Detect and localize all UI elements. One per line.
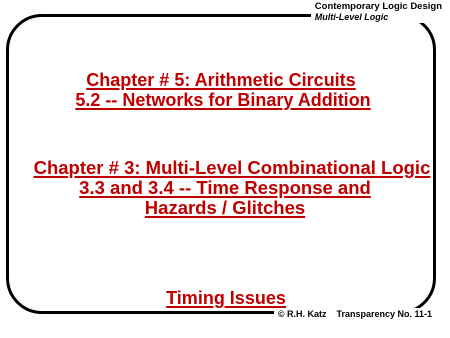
section-3-3-title-cont: Hazards / Glitches bbox=[144, 197, 306, 218]
course-title: Contemporary Logic Design bbox=[314, 1, 442, 12]
chapter-5-heading bbox=[0, 70, 450, 110]
chapter-3-title: Chapter # 3: Multi-Level Combinational Logic bbox=[33, 157, 431, 178]
slide-footer bbox=[274, 308, 436, 320]
section-3-3-title: 3.3 and 3.4 -- Time Response and bbox=[79, 177, 371, 198]
section-5-2-title: 5.2 -- Networks for Binary Addition bbox=[75, 90, 371, 110]
copyright-text: © R.H. Katz bbox=[277, 309, 327, 319]
transparency-number: Transparency No. 11-1 bbox=[336, 309, 432, 319]
chapter-3-heading bbox=[0, 158, 450, 218]
course-subtitle: Multi-Level Logic bbox=[314, 12, 389, 22]
slide-header bbox=[311, 1, 442, 23]
chapter-5-title: Chapter # 5: Arithmetic Circuits bbox=[86, 70, 356, 90]
timing-issues-heading bbox=[0, 288, 450, 308]
timing-issues-title: Timing Issues bbox=[166, 288, 286, 308]
